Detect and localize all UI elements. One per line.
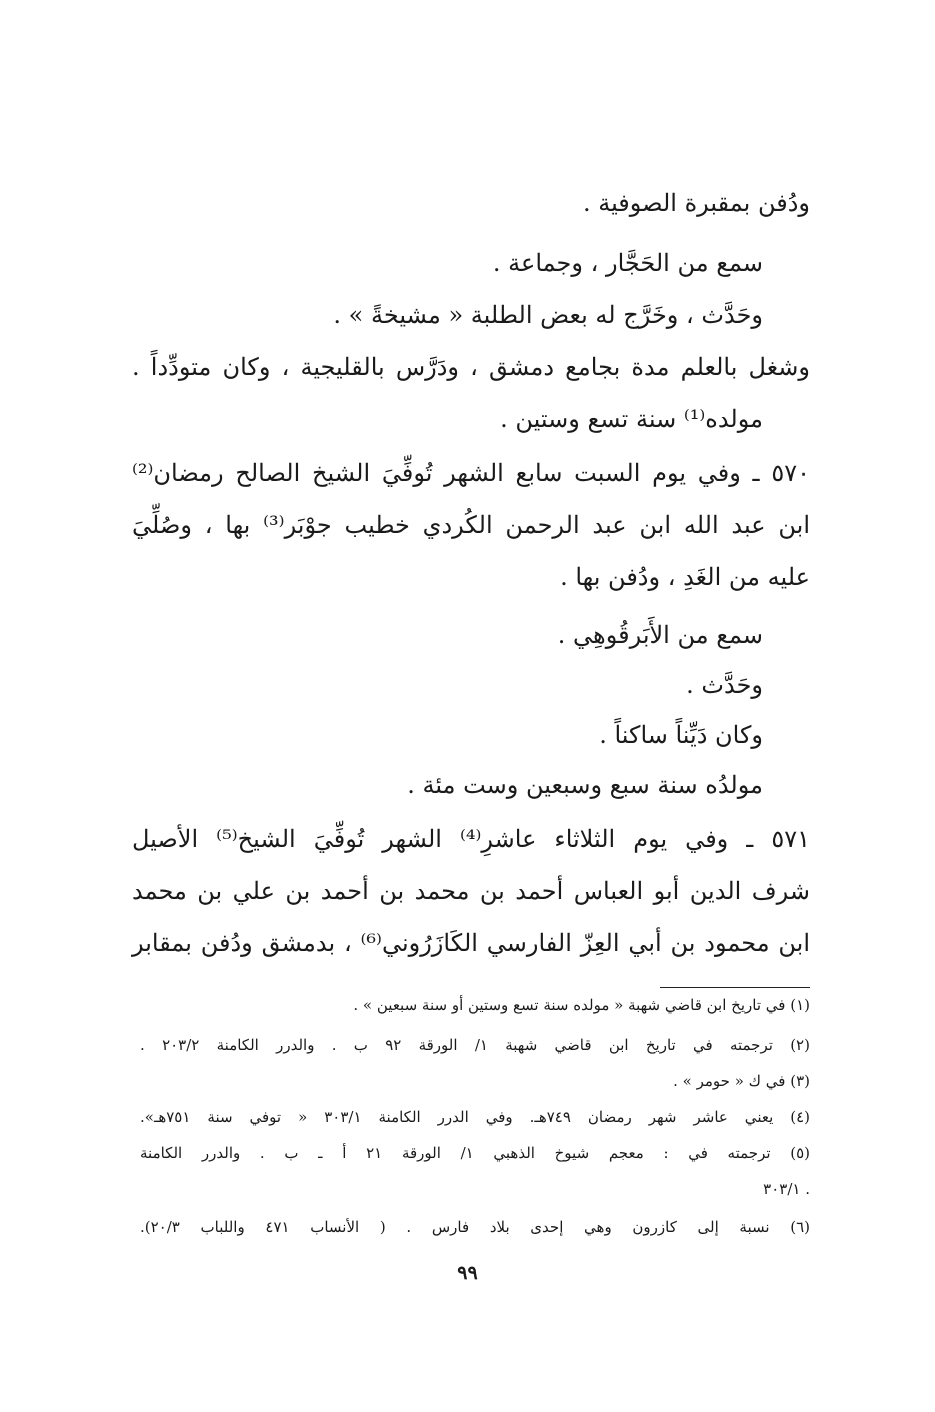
footnote-divider [660,987,810,988]
body-line: شرف الدين أبو العباس أحمد بن محمد بن أحمد بن علي بن محمد [132,877,810,905]
body-line: سمع من الحَجَّار ، وجماعة . [492,249,763,277]
page-number: ٩٩ [457,1262,478,1284]
entry-570-heading: ٥٧٠ ـ وفي يوم السبت سابع الشهر تُوفِّيَ الشيخ الصالح رمضان⁽²⁾ [132,459,810,487]
footnote: (٥) ترجمته في : معجم شيوخ الذهبي ١/ الورقة ٢١ أ ـ ب . والدرر الكامنة [140,1144,810,1162]
footnote: (١) في تاريخ ابن قاضي شهبة « مولده سنة تسع وستين أو سنة سبعين » . [353,996,810,1014]
body-line: ابن محمود بن أبي العِزّ الفارسي الكَازَرُوني⁽⁶⁾ ، بدمشق ودُفن بمقابر [132,929,810,957]
body-line: وحَدَّث . [686,671,763,699]
body-line: وكان دَيِّناً ساكناً . [599,721,763,749]
body-line: مولدُه سنة سبع وسبعين وست مئة . [407,771,763,799]
body-line: مولده⁽¹⁾ سنة تسع وستين . [500,405,763,433]
body-line: ودُفن بمقبرة الصوفية . [582,189,810,217]
entry-571-heading: ٥٧١ ـ وفي يوم الثلاثاء عاشرِ⁽⁴⁾ الشهر تُوفِّيَ الشيخ⁽⁵⁾ الأصيل [132,825,810,853]
footnote: (٦) نسبة إلى كازرون وهي إحدى بلاد فارس . ( الأنساب ٤٧١ واللباب ٢٠/٣). [140,1218,811,1236]
body-line: وشغل بالعلم مدة بجامع دمشق ، ودَرَّس بالقليجية ، وكان متودِّداً . [132,353,810,381]
footnote-continuation: ٣٠٣/١ . [763,1180,810,1198]
footnote: (٢) ترجمته في تاريخ ابن قاضي شهبة ١/ الورقة ٩٢ ب . والدرر الكامنة ٢٠٣/٢ . [140,1036,810,1054]
body-line: وحَدَّث ، وخَرَّج له بعض الطلبة « مشيخةً » . [333,301,763,329]
body-line: عليه من الغَدِ ، ودُفن بها . [560,563,810,591]
body-line: ابن عبد الله ابن عبد الرحمن الكُردي خطيب جوْبَر⁽³⁾ بها ، وصُلِّيَ [132,511,811,539]
footnote: (٤) يعني عاشر شهر رمضان ٧٤٩هـ. وفي الدرر الكامنة ٣٠٣/١ « توفي سنة ٧٥١هـ». [140,1108,811,1126]
footnote: (٣) في ك « حومر » . [673,1072,810,1090]
body-line: سمع من الأَبَرقُوهِي . [557,621,763,649]
